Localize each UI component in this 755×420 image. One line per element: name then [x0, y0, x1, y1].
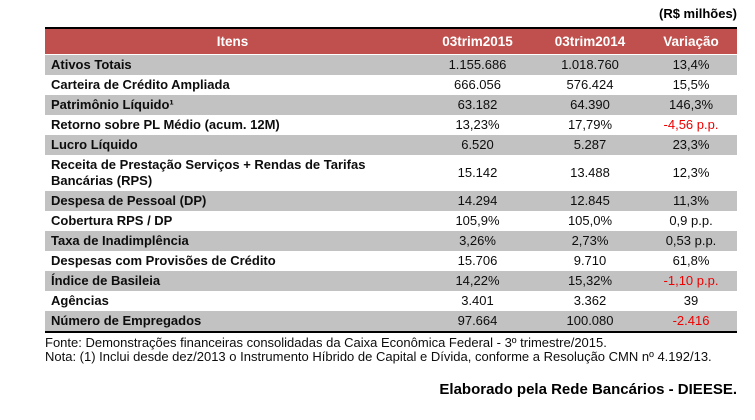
- col-header-03trim2014: 03trim2014: [535, 28, 645, 54]
- cell-2014: 576.424: [566, 76, 614, 92]
- cell-variacao: -2.416: [672, 312, 710, 328]
- cell-2014: 5.287: [573, 136, 607, 152]
- footnote: Nota: (1) Inclui desde dez/2013 o Instrumento Híbrido de Capital e Dívida, conforme a Resolução CMN nº 4.192/13.: [45, 349, 712, 364]
- cell-variacao: 12,3%: [672, 164, 710, 180]
- financial-table: [45, 27, 737, 333]
- cell-2015: 105,9%: [455, 212, 500, 228]
- cell-2014: 12.845: [570, 192, 610, 208]
- cell-2014: 100.080: [566, 312, 614, 328]
- cell-2015: 15.706: [457, 252, 498, 268]
- source-note: Fonte: Demonstrações financeiras consolidadas da Caixa Econômica Federal - 3º trimestre/2015.: [45, 334, 607, 350]
- cell-item: Carteira de Crédito Ampliada: [51, 76, 230, 92]
- cell-item: Lucro Líquido: [51, 136, 138, 152]
- cell-2014: 64.390: [570, 96, 610, 112]
- cell-2014: 17,79%: [567, 116, 613, 132]
- cell-variacao: 23,3%: [672, 136, 710, 152]
- table-row: [45, 95, 737, 115]
- table-row: [45, 271, 737, 291]
- table-row: [45, 54, 737, 75]
- table-row: [45, 251, 737, 271]
- table-row: [45, 135, 737, 155]
- cell-variacao: -4,56 p.p.: [663, 116, 719, 132]
- cell-variacao: 39: [683, 292, 699, 308]
- cell-item: Receita de Prestação Serviços + Rendas de Tarifas Bancárias (RPS): [51, 156, 366, 188]
- cell-item: Ativos Totais: [51, 56, 132, 72]
- cell-2014: 105,0%: [567, 212, 613, 228]
- cell-item: Retorno sobre PL Médio (acum. 12M): [51, 116, 280, 132]
- cell-item: Despesa de Pessoal (DP): [51, 192, 207, 208]
- table-row: [45, 231, 737, 251]
- cell-2015: 14.294: [457, 192, 498, 208]
- unit-label: (R$ milhões): [658, 6, 737, 21]
- cell-variacao: 13,4%: [672, 56, 710, 72]
- table-row: [45, 291, 737, 311]
- table-row: [45, 75, 737, 95]
- table-row: [45, 191, 737, 211]
- cell-2014: 1.018.760: [561, 56, 619, 72]
- cell-2014: 13.488: [570, 164, 610, 180]
- cell-2014: 15,32%: [567, 272, 613, 288]
- cell-2015: 15.142: [457, 164, 498, 180]
- col-header-variacao: Variação: [645, 28, 737, 54]
- table-row: [45, 211, 737, 231]
- cell-2015: 1.155.686: [448, 56, 507, 72]
- cell-item: Despesas com Provisões de Crédito: [51, 252, 276, 268]
- cell-variacao: 0,9 p.p.: [669, 212, 713, 228]
- credit-line: Elaborado pela Rede Bancários - DIEESE.: [439, 380, 737, 398]
- financial-table-wrapper: [45, 27, 737, 333]
- cell-2015: 3.401: [461, 292, 494, 308]
- cell-variacao: 0,53 p.p.: [665, 232, 717, 248]
- cell-2015: 6.520: [461, 136, 494, 152]
- cell-2015: 3,26%: [459, 232, 496, 248]
- cell-variacao: 11,3%: [673, 192, 709, 208]
- header-row: [45, 28, 737, 54]
- cell-variacao: 146,3%: [668, 96, 714, 112]
- table-row: [45, 155, 737, 191]
- cell-2015: 14,22%: [455, 272, 500, 288]
- cell-variacao: 61,8%: [672, 252, 710, 268]
- cell-variacao: -1,10 p.p.: [663, 272, 719, 288]
- cell-item: Cobertura RPS / DP: [51, 212, 173, 228]
- cell-item: Índice de Basileia: [51, 272, 161, 288]
- col-header-itens: Itens: [45, 28, 420, 54]
- cell-variacao: 15,5%: [672, 76, 710, 92]
- cell-item: Patrimônio Líquido¹: [51, 96, 174, 112]
- footer-notes: [45, 333, 737, 365]
- cell-item: Número de Empregados: [51, 312, 202, 328]
- cell-2015: 666.056: [454, 76, 501, 92]
- cell-2015: 63.182: [457, 96, 498, 112]
- cell-item: Taxa de Inadimplência: [51, 232, 189, 248]
- table-row: [45, 115, 737, 135]
- cell-2015: 97.664: [457, 312, 498, 328]
- cell-2014: 2,73%: [571, 232, 609, 248]
- cell-2014: 3.362: [573, 292, 607, 308]
- col-header-03trim2015: 03trim2015: [420, 28, 535, 54]
- table-row: [45, 311, 737, 332]
- cell-item: Agências: [51, 292, 109, 308]
- cell-2015: 13,23%: [455, 116, 500, 132]
- cell-2014: 9.710: [573, 252, 607, 268]
